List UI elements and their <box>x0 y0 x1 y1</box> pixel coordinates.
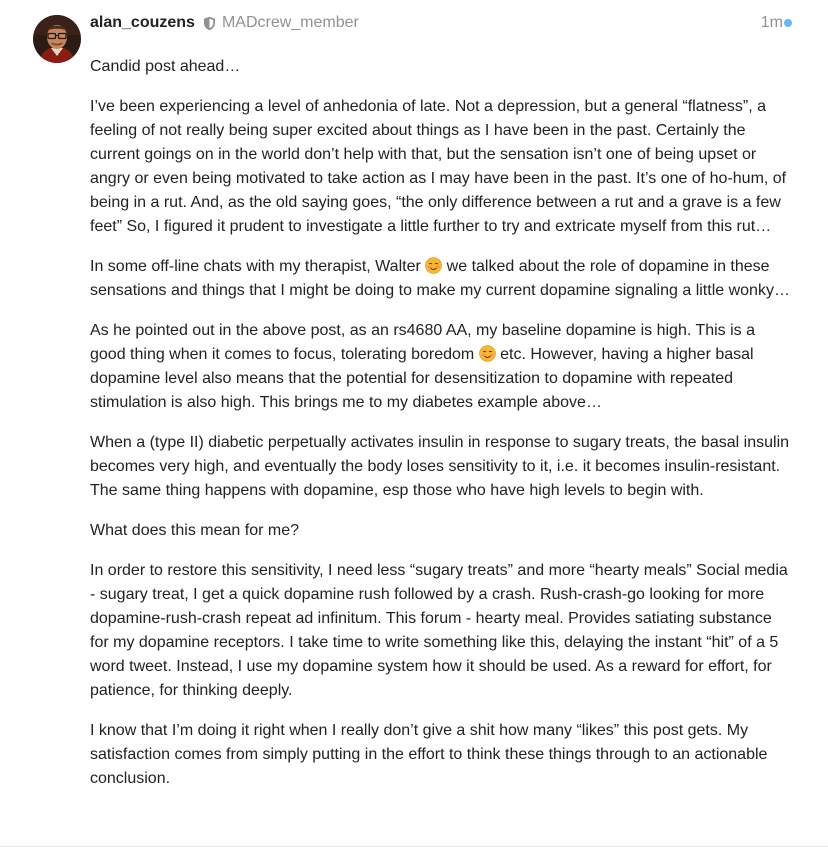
user-title-link[interactable]: MADcrew_member <box>221 14 359 31</box>
post-paragraph: What does this mean for me? <box>90 522 299 539</box>
post-paragraph <box>90 319 790 415</box>
shield-icon <box>203 16 216 31</box>
post-date[interactable] <box>761 13 792 33</box>
post-meta <box>90 13 359 33</box>
post-paragraph: In order to restore this sensitivity, I need less “sugary treats” and more “hearty meals” Social media - sugary treat, I get a quick dopamine rush followed by a crash. Rush-crash-go looking for more dopamine-rush-crash repeat ad infinitum. This forum - hearty meal. Provides satiating substance for my dopamine receptors. I take time to write something like this, delaying the instant “hit” of a 5 word tweet. Instead, I use my dopamine system how it should be used. As a reward for effort, for patience, for thinking deeply. <box>90 562 788 699</box>
post-paragraph: Candid post ahead… <box>90 58 241 75</box>
username-link[interactable]: alan_couzens <box>90 14 195 31</box>
post-paragraph-text: we talked about the role of dopamine in these sensations and things that I might be doing to make my current dopamine signaling a little wonky… <box>90 258 790 299</box>
blush-emoji-icon <box>479 345 496 362</box>
post-paragraph-text: etc. However, having a higher basal dopamine level also means that the potential for desensitization to dopamine with repeated stimulation is also high. This brings me to my diabetes example above… <box>90 346 754 411</box>
blush-emoji-icon <box>425 257 442 274</box>
post-date-label: 1m <box>760 14 783 31</box>
post-paragraph <box>90 255 790 303</box>
post-paragraph: I know that I’m doing it right when I really don’t give a shit how many “likes” this post gets. My satisfaction comes from simply putting in the effort to think these things through to an actionable conclusion. <box>90 722 768 787</box>
post-paragraph-text: As he pointed out in the above post, as an rs4680 AA, my baseline dopamine is high. This is a good thing when it comes to focus, tolerating boredom <box>90 322 756 363</box>
post-paragraph: When a (type II) diabetic perpetually activates insulin in response to sugary treats, the basal insulin becomes very high, and eventually the body loses sensitivity to it, i.e. it becomes insulin-resistant. The same thing happens with dopamine, esp those who have high levels to begin with. <box>90 434 790 499</box>
post-paragraph: I’ve been experiencing a level of anhedonia of late. Not a depression, but a general “flatness”, a feeling of not really being super excited about things as I have been in the past. Certainly the current goings on in the world don’t help with that, but the sensation isn’t one of being upset or angry or even being motivated to take action as I may have been in the past. It’s one of ho-hum, of being in a rut. And, as the old saying goes, “the only difference between a rut and a grave is a few feet” So, I figured it prudent to investigate a little further to try and extricate myself from this rut… <box>90 98 787 235</box>
user-avatar[interactable] <box>33 15 81 63</box>
post-body <box>90 55 790 807</box>
post-paragraph-text: In some off-line chats with my therapist, Walter <box>90 258 426 275</box>
unread-indicator <box>784 19 792 27</box>
avatar-portrait-icon <box>33 15 81 63</box>
